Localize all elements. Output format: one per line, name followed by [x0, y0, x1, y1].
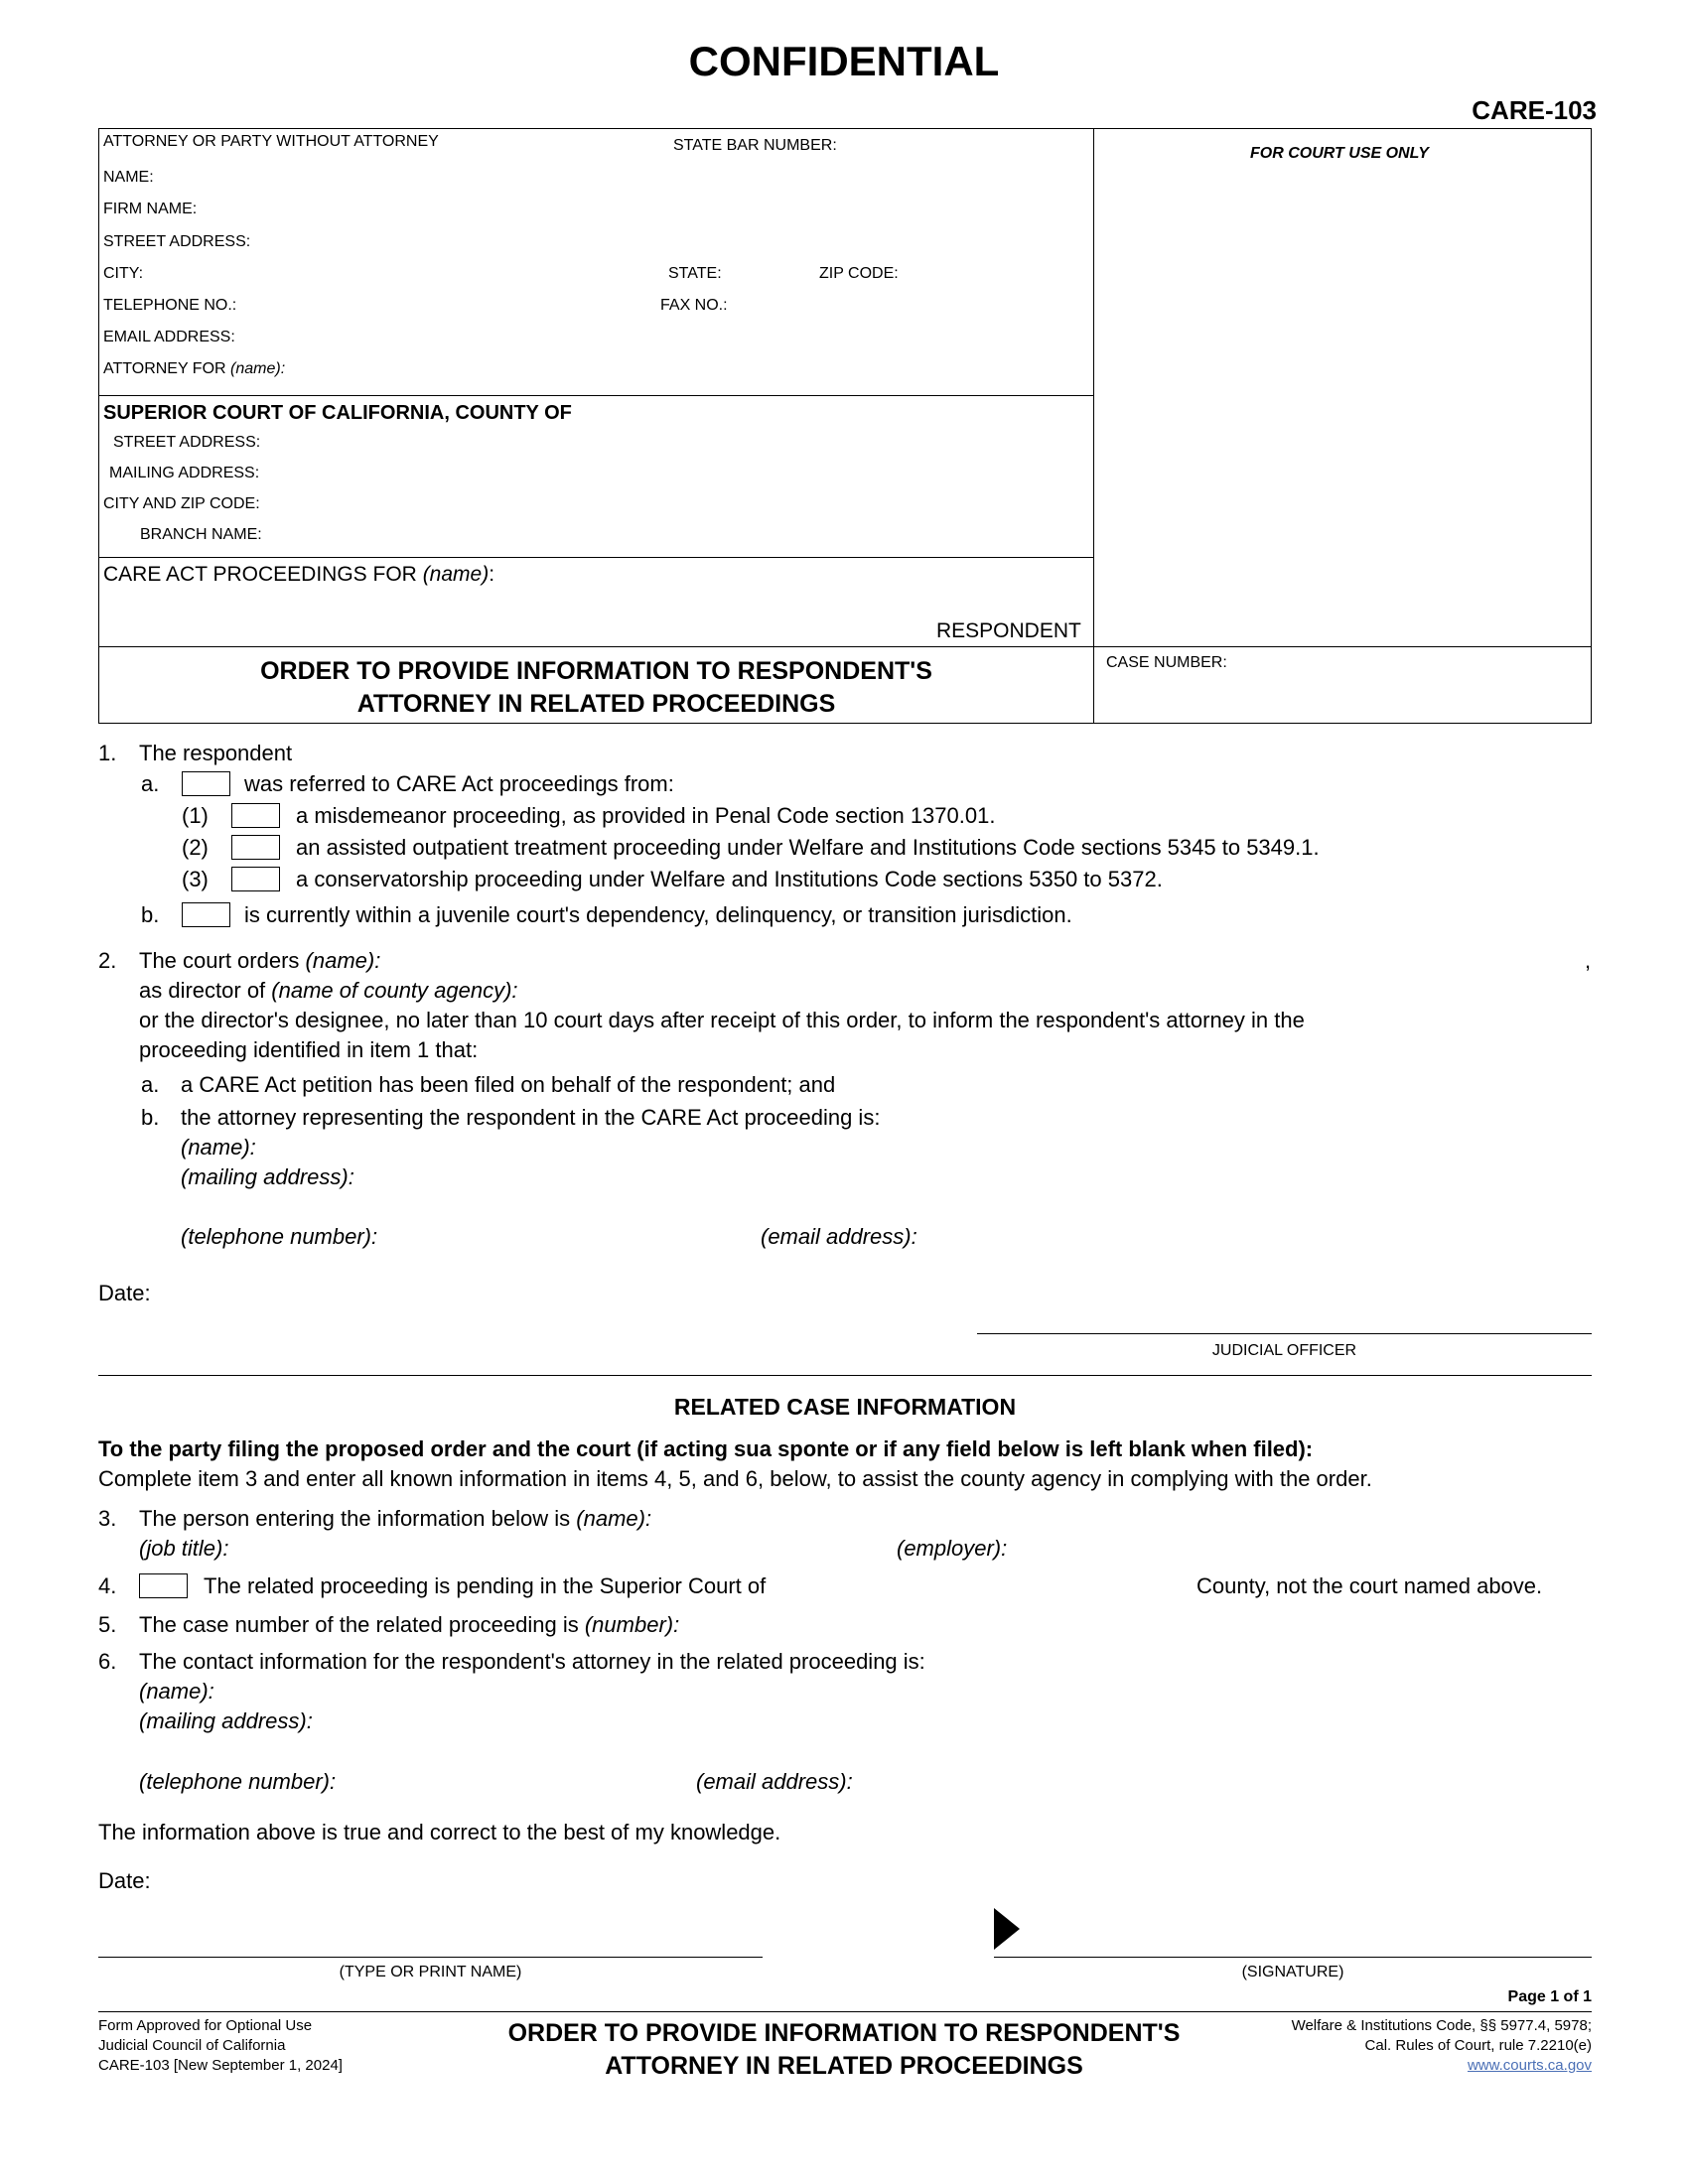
attorney-label: ATTORNEY OR PARTY WITHOUT ATTORNEY — [103, 133, 439, 150]
item2-date-label: Date: — [98, 1281, 151, 1305]
form-title-line2: ATTORNEY IN RELATED PROCEEDINGS — [356, 690, 836, 718]
footer-citation-2: Cal. Rules of Court, rule 7.2210(e) — [1364, 2037, 1592, 2054]
page-number: Page 1 of 1 — [1507, 1988, 1592, 2005]
attorney-for-text: ATTORNEY FOR — [103, 360, 226, 377]
item2-comma: , — [1585, 948, 1592, 973]
item3-employer-label: (employer): — [897, 1536, 1008, 1561]
footer-citation-1: Welfare & Institutions Code, §§ 5977.4, 5978; — [1291, 2017, 1592, 2034]
item2-director — [139, 978, 518, 1004]
care-for-text: CARE ACT PROCEEDINGS FOR — [103, 563, 417, 586]
firm-name-label: FIRM NAME: — [103, 201, 198, 217]
item6-mailing-label: (mailing address): — [139, 1708, 313, 1733]
item2-name-label: (name): — [305, 948, 381, 973]
judicial-officer-line — [977, 1333, 1592, 1334]
item5-number: 5. — [98, 1612, 117, 1637]
item2-agency-label: (name of county agency): — [271, 978, 518, 1003]
item1a3-checkbox[interactable] — [231, 867, 280, 891]
item4-text: The related proceeding is pending in the Superior Court of — [204, 1573, 767, 1598]
item1-text: The respondent — [139, 741, 293, 765]
care-for-label: CARE ACT PROCEEDINGS FOR (name): — [103, 563, 495, 586]
signature-arrow-icon — [994, 1908, 1020, 1950]
care-for-name: (name) — [422, 563, 490, 586]
attest-text: The information above is true and correct to the best of my knowledge. — [98, 1820, 781, 1844]
court-branch-label: BRANCH NAME: — [140, 526, 262, 543]
respondent-label: RESPONDENT — [936, 619, 1081, 642]
caption-divider-court — [98, 557, 1094, 558]
item1a2-text: an assisted outpatient treatment proceeding under Welfare and Institutions Code sections 5345 to 5349.1. — [296, 835, 1320, 860]
item3-name-label: (name): — [576, 1506, 652, 1531]
item1b-text: is currently within a juvenile court's dependency, delinquency, or transition jurisdiction. — [244, 902, 1072, 927]
item2b-mailing-label: (mailing address): — [181, 1164, 354, 1189]
footer-line — [98, 2011, 1592, 2012]
item6-text: The contact information for the respondent's attorney in the related proceeding is: — [139, 1649, 925, 1674]
item1a1-checkbox[interactable] — [231, 803, 280, 828]
item1a-text: was referred to CARE Act proceedings from: — [244, 771, 674, 796]
caption-box — [98, 128, 1592, 724]
item2-designee-line2: proceeding identified in item 1 that: — [139, 1037, 479, 1062]
signature-line — [994, 1957, 1592, 1958]
caption-divider-attorney — [98, 395, 1094, 396]
court-title: SUPERIOR COURT OF CALIFORNIA, COUNTY OF — [103, 402, 572, 424]
name-label: NAME: — [103, 169, 154, 186]
item2-number: 2. — [98, 948, 117, 973]
item4-tail: County, not the court named above. — [1196, 1573, 1543, 1598]
print-name-label: (TYPE OR PRINT NAME) — [339, 1964, 522, 1980]
item2b-telephone-label: (telephone number): — [181, 1224, 378, 1249]
item3-text — [139, 1506, 651, 1532]
telephone-label: TELEPHONE NO.: — [103, 297, 237, 314]
item2-designee-line1: or the director's designee, no later than 10 court days after receipt of this order, to inform the respondent's attorney in the — [139, 1008, 1305, 1032]
court-use-label: FOR COURT USE ONLY — [1250, 145, 1429, 162]
state-bar-label: STATE BAR NUMBER: — [673, 137, 837, 154]
item1b-checkbox[interactable] — [182, 902, 230, 927]
item1b-letter: b. — [141, 902, 160, 927]
footer-website-link[interactable]: www.courts.ca.gov — [1467, 2057, 1592, 2074]
signature-label: (SIGNATURE) — [1241, 1964, 1344, 1980]
item1a-checkbox[interactable] — [182, 771, 230, 796]
item3-job-title-label: (job title): — [139, 1536, 229, 1561]
court-city-zip-label: CITY AND ZIP CODE: — [103, 495, 260, 512]
item1a3-text: a conservatorship proceeding under Welfare and Institutions Code sections 5350 to 5372. — [296, 867, 1163, 891]
confidential-heading: CONFIDENTIAL — [688, 38, 1000, 84]
related-instruction-bold: To the party filing the proposed order and the court (if acting sua sponte or if any field below is left blank when filed): — [98, 1436, 1314, 1461]
footer-title-1: ORDER TO PROVIDE INFORMATION TO RESPONDENT'S — [507, 2019, 1181, 2047]
footer-approved-1: Form Approved for Optional Use — [98, 2017, 313, 2034]
footer-title-2: ATTORNEY IN RELATED PROCEEDINGS — [605, 2052, 1083, 2080]
court-mailing-label: MAILING ADDRESS: — [109, 465, 260, 481]
item2a-text: a CARE Act petition has been filed on behalf of the respondent; and — [181, 1072, 836, 1097]
case-number-label: CASE NUMBER: — [1106, 654, 1227, 671]
item3-number: 3. — [98, 1506, 117, 1531]
caption-divider-title — [98, 646, 1592, 647]
item2-orders-text: The court orders — [139, 948, 300, 973]
item2-text — [139, 948, 380, 974]
item4-checkbox[interactable] — [139, 1573, 188, 1598]
city-label: CITY: — [103, 265, 144, 282]
item2b-letter: b. — [141, 1105, 160, 1130]
judicial-officer-label: JUDICIAL OFFICER — [1211, 1342, 1357, 1359]
caption-divider-vertical — [1093, 128, 1094, 724]
email-label: EMAIL ADDRESS: — [103, 329, 235, 345]
item1a-letter: a. — [141, 771, 160, 796]
state-label: STATE: — [668, 265, 722, 282]
item1a2-number: (2) — [182, 835, 209, 860]
item2b-name-label: (name): — [181, 1135, 256, 1160]
item5-case-text: The case number of the related proceeding is — [139, 1612, 579, 1637]
item6-number: 6. — [98, 1649, 117, 1674]
item1a1-number: (1) — [182, 803, 209, 828]
form-title-line1: ORDER TO PROVIDE INFORMATION TO RESPONDENT'S — [260, 657, 932, 685]
item6-telephone-label: (telephone number): — [139, 1769, 337, 1794]
footer-approved-3: CARE-103 [New September 1, 2024] — [98, 2057, 343, 2074]
item2-director-text: as director of — [139, 978, 266, 1003]
print-name-line — [98, 1957, 763, 1958]
item2b-email-label: (email address): — [761, 1224, 917, 1249]
item1a1-text: a misdemeanor proceeding, as provided in Penal Code section 1370.01. — [296, 803, 996, 828]
footer-approved-2: Judicial Council of California — [98, 2037, 286, 2054]
fax-label: FAX NO.: — [660, 297, 728, 314]
attorney-for-label — [103, 360, 285, 378]
item2a-letter: a. — [141, 1072, 160, 1097]
attorney-for-name: (name): — [230, 360, 286, 377]
item4-number: 4. — [98, 1573, 117, 1598]
form-number: CARE-103 — [1472, 95, 1597, 125]
item2b-text: the attorney representing the respondent in the CARE Act proceeding is: — [181, 1105, 881, 1130]
street-address-label: STREET ADDRESS: — [103, 233, 251, 250]
item5-text — [139, 1612, 679, 1638]
related-instruction: Complete item 3 and enter all known information in items 4, 5, and 6, below, to assist the county agency in complying with the order. — [98, 1466, 1372, 1491]
related-date-label: Date: — [98, 1868, 151, 1893]
item5-number-label: (number): — [584, 1612, 680, 1637]
item6-email-label: (email address): — [696, 1769, 853, 1794]
item3-person-text: The person entering the information below is — [139, 1506, 571, 1531]
court-street-label: STREET ADDRESS: — [113, 434, 261, 451]
zip-code-label: ZIP CODE: — [819, 265, 899, 282]
item6-name-label: (name): — [139, 1679, 214, 1704]
related-heading: RELATED CASE INFORMATION — [673, 1394, 1017, 1420]
item1a3-number: (3) — [182, 867, 209, 891]
item1a2-checkbox[interactable] — [231, 835, 280, 860]
item1-number: 1. — [98, 741, 117, 765]
section-divider — [98, 1375, 1592, 1376]
